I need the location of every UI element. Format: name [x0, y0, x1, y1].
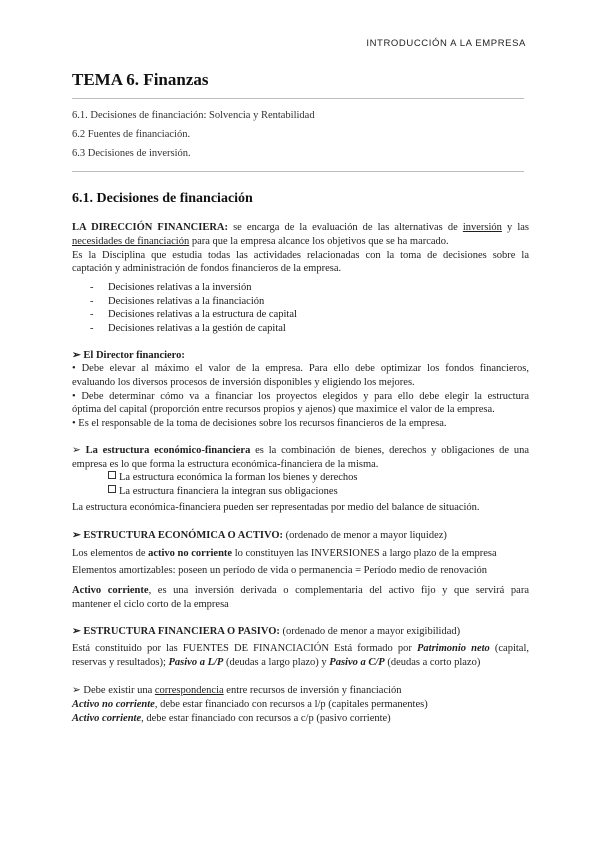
divider [72, 98, 524, 99]
list-item: - Decisiones relativas a la financiación [90, 295, 265, 307]
paragraph-line: Activo no corriente, debe estar financiado con recursos a l/p (capitales permanentes) [72, 699, 428, 710]
paragraph-line: La estructura económica-financiera pueden ser representadas por medio del balance de situación. [72, 502, 480, 513]
divider [72, 171, 524, 172]
paragraph-line: Activo corriente, debe estar financiado con recursos a c/p (pasivo corriente) [72, 713, 391, 724]
paragraph-line: óptima del capital (proporción entre recursos propios y ajenos) que maximice el valor de la empresa. [72, 404, 495, 415]
paragraph-line: • Debe elevar al máximo el valor de la empresa. Para ello debe optimizar los fondos financieros, [72, 363, 529, 374]
checkbox-square-icon [108, 485, 116, 493]
paragraph-line: Está constituido por las FUENTES DE FINANCIACIÓN Está formado por Patrimonio neto (capital, [72, 643, 529, 654]
paragraph-line: Es la Disciplina que estudia todas las actividades relacionadas con la toma de decisiones sobre la [72, 250, 529, 261]
list-item: - Decisiones relativas a la gestión de capital [90, 322, 286, 334]
running-header: INTRODUCCIÓN A LA EMPRESA [366, 38, 526, 49]
toc-item: 6.1. Decisiones de financiación: Solvencia y Rentabilidad [72, 110, 315, 121]
list-item: La estructura financiera la integran sus obligaciones [108, 485, 338, 499]
paragraph-line: • Debe determinar cómo va a financiar los proyectos elegidos y para ello debe elegir la estructura [72, 391, 529, 402]
paragraph-direccion: LA DIRECCIÓN FINANCIERA: se encarga de la evaluación de las alternativas de inversión y las [72, 222, 529, 233]
paragraph-line: ➢ Debe existir una correspondencia entre recursos de inversión y financiación [72, 685, 402, 696]
list-item: - Decisiones relativas a la estructura de capital [90, 309, 297, 321]
paragraph-line: • Es el responsable de la toma de decisiones sobre los recursos financieros de la empresa. [72, 418, 447, 429]
paragraph-line: empresa es lo que forma la estructura económica-financiera de la misma. [72, 459, 379, 470]
paragraph-line: Los elementos de activo no corriente lo constituyen las INVERSIONES a largo plazo de la empresa [72, 548, 497, 559]
paragraph-line: Activo corriente, es una inversión derivada o complementaria del activo fijo y que servirá para [72, 585, 530, 596]
decisions-list [90, 281, 297, 335]
paragraph-line: mantener el ciclo corto de la empresa [72, 599, 229, 610]
activo-heading: ➢ ESTRUCTURA ECONÓMICA O ACTIVO: (ordenado de menor a mayor liquidez) [72, 530, 447, 541]
paragraph-line: reservas y resultados); Pasivo a L/P (deudas a largo plazo) y Pasivo a C/P (deudas a corto plazo) [72, 657, 481, 668]
section-title: 6.1. Decisiones de financiación [72, 191, 253, 206]
list-item: La estructura económica la forman los bienes y derechos [108, 471, 358, 485]
pasivo-heading: ➢ ESTRUCTURA FINANCIERA O PASIVO: (ordenado de menor a mayor exigibilidad) [72, 626, 461, 637]
paragraph-line: evaluando los diversos procesos de inversión disponibles y eligiendo los mejores. [72, 377, 415, 388]
toc-item: 6.2 Fuentes de financiación. [72, 129, 191, 140]
paragraph-line: Elementos amortizables: poseen un período de vida o permanencia = Período medio de renovación [72, 565, 487, 576]
estructura-paragraph: ➢ La estructura económico-financiera es la combinación de bienes, derechos y obligaciones de una [72, 445, 529, 456]
chapter-title: TEMA 6. Finanzas [72, 70, 209, 89]
checkbox-square-icon [108, 471, 116, 479]
paragraph-line: captación y administración de fondos financieros de la empresa. [72, 263, 342, 274]
list-item: - Decisiones relativas a la inversión [90, 282, 252, 293]
paragraph-line: necesidades de financiación para que la empresa alcance los objetivos que se ha marcado. [72, 236, 449, 247]
toc-item: 6.3 Decisiones de inversión. [72, 148, 191, 159]
director-heading: ➢ El Director financiero: [72, 350, 185, 361]
